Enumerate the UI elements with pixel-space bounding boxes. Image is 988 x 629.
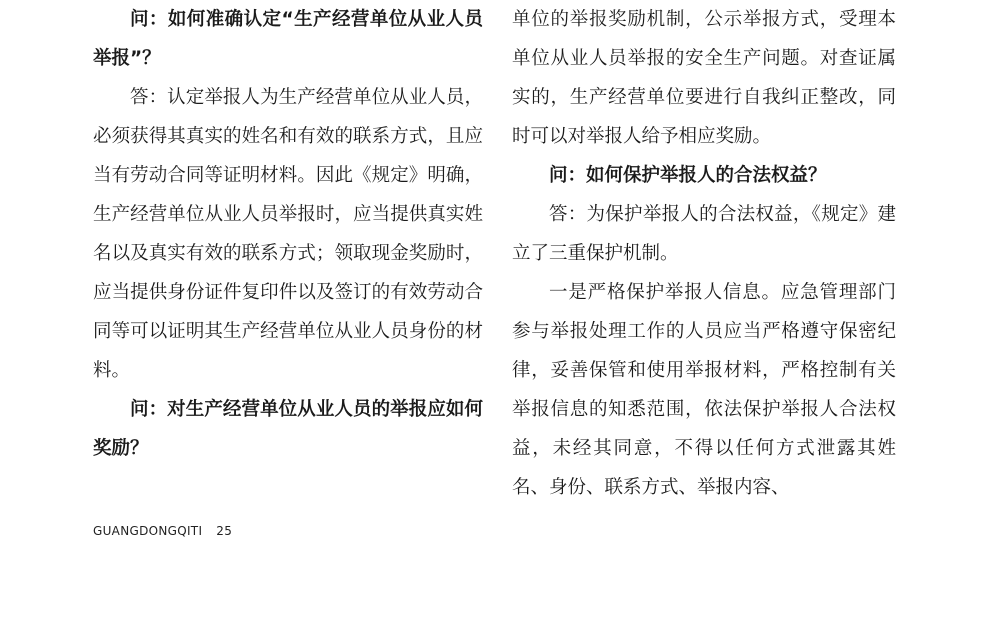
left-column [93,0,483,468]
question-paragraph: 问：如何保护举报人的合法权益？ [549,165,827,186]
page-footer [93,524,232,538]
right-column [512,0,896,507]
continued-paragraph: 单位的举报奖励机制，公示举报方式，受理本单位从业人员举报的安全生产问题。对查证属实的，生产经营单位要进行自我纠正整改，同时可以对举报人给予相应奖励。 [512,9,896,147]
answer-paragraph: 一是严格保护举报人信息。应急管理部门参与举报处理工作的人员应当严格遵守保密纪律，妥善保管和使用举报材料，严格控制有关举报信息的知悉范围，依法保护举报人合法权益，未经其同意，不得以任何方式泄露其姓名、身份、联系方式、举报内容、 [512,282,896,498]
answer-paragraph: 答：认定举报人为生产经营单位从业人员，必须获得其真实的姓名和有效的联系方式，且应当有劳动合同等证明材料。因此《规定》明确，生产经营单位从业人员举报时，应当提供真实姓名以及真实有效的联系方式；领取现金奖励时，应当提供身份证件复印件以及签订的有效劳动合同等可以证明其生产经营单位从业人员身份的材料。 [93,87,483,381]
question-paragraph: 问：对生产经营单位从业人员的举报应如何奖励？ [93,399,483,459]
answer-paragraph: 答：为保护举报人的合法权益，《规定》建立了三重保护机制。 [512,204,896,264]
publication-name: GUANGDONGQITI [93,524,203,538]
page-number: 25 [216,524,233,538]
question-paragraph: 问：如何准确认定“生产经营单位从业人员举报”？ [93,9,483,69]
